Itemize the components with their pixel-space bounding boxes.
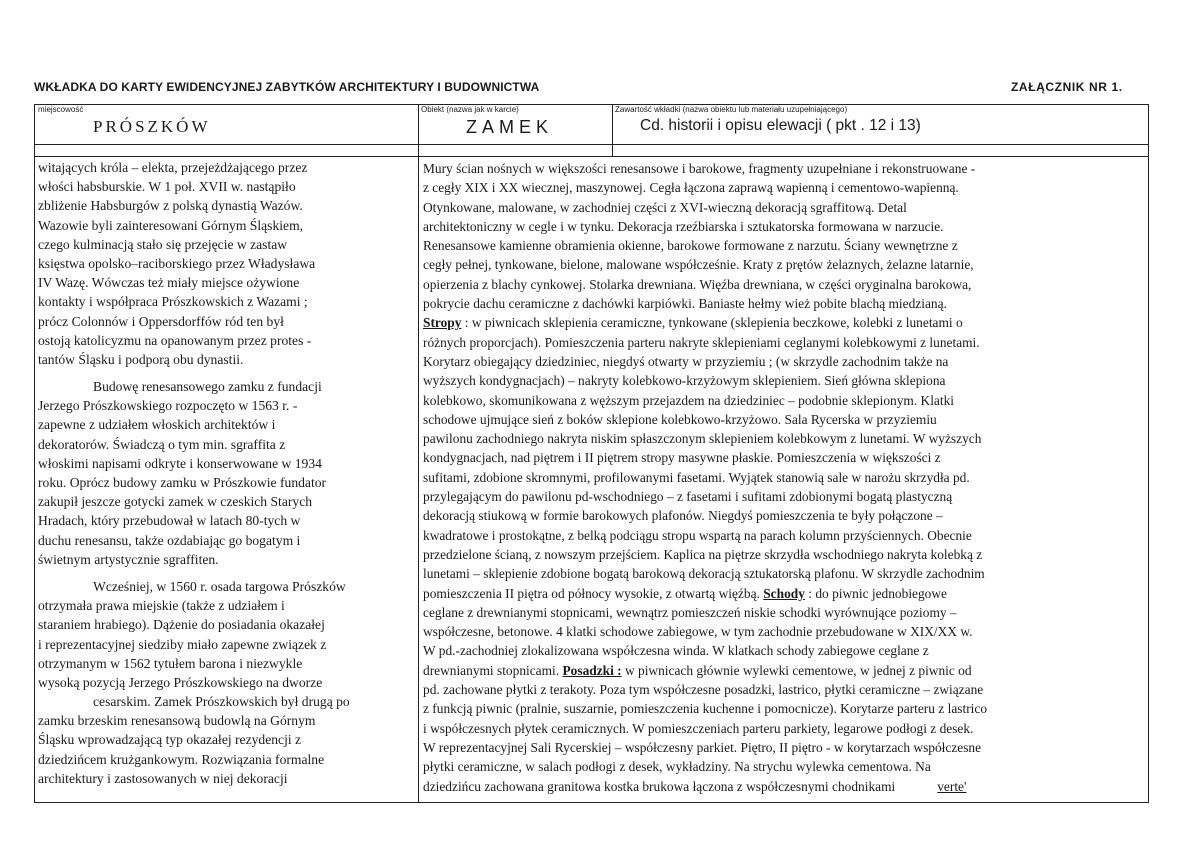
text-line: zapewne z udziałem włoskich architektów i	[38, 417, 276, 433]
text-line	[423, 313, 987, 332]
text-line: włoskimi napisami odkryte i konserwowane w 1934	[38, 455, 322, 471]
text-line: cegły pełnej, tynkowane, bielone, malowane współcześnie. Kraty z prętów żelaznych, żelazne latarnie,	[423, 257, 974, 273]
text-line: Hradach, który przebudował w latach 80-tych w	[38, 513, 301, 529]
text-line: W pd.-zachodniej zlokalizowana współczesna winda. W klatkach schody zabiegowe ceglane z	[423, 643, 929, 659]
text-line: wyższych kondygnacjach) – nakryty kolebkowo-krzyżowym sklepieniem. Sień główna sklepiona	[423, 373, 946, 389]
text-fragment: dziedzińcu zachowana granitowa kostka brukowa łączona z współczesnymi chodnikami	[423, 778, 896, 794]
text-line: pokrycie dachu ceramiczne z dachówki karpiówki. Baniaste hełmy wież pobite blachą miedzianą.	[423, 296, 947, 312]
description-text-column	[423, 159, 987, 796]
text-line: przedzielone ścianą, z nowszym przejściem. Kaplica na piętrze skrzydła wschodniego nakryta kolebką z	[423, 546, 983, 562]
text-line: cesarskim. Zamek Prószkowskich był drugą po	[93, 694, 350, 710]
text-line: dekoracją stiukową w formie barokowych plafonów. Niegdyś pomieszczenia te były połączone –	[423, 508, 943, 524]
text-fragment: : do piwnic jednobiegowe	[804, 585, 947, 601]
object-value: ZAMEK	[466, 117, 554, 137]
text-line: z funkcją piwnic (pralnie, suszarnie, pomieszczenia kuchenne i pomocnicze). Korytarze parteru z lastrico	[423, 701, 988, 717]
text-line: kwadratowe i prostokątne, z belką podciągu stropu wspartą na parach kolumn przyściennych. Obecnie	[423, 527, 972, 543]
text-line: schodowe ujmujące sień z boków sklepione kolebkowo-krzyżowo. Sala Rycerska w przyziemiu	[423, 411, 937, 427]
text-line: tantów Śląsku i podporą obu dynastii.	[38, 351, 244, 367]
text-line: księstwa opolsko–raciborskiego przez Władysława	[38, 255, 316, 271]
text-line: Jerzego Prószkowskiego rozpoczęto w 1563 r. -	[38, 398, 298, 414]
text-line: dziedzińcem krużgankowym. Rozwiązania formalne	[38, 751, 325, 767]
text-line: przylegającym do pawilonu pd-wschodniego – z fasetami i sufitami zdobionymi bogatą plastyczną	[423, 489, 953, 505]
text-line: sufitami, zdobione skromnymi, profilowanymi fasetami. Wyjątek stanowią sale w narożu skrzydła pd.	[423, 469, 970, 485]
column-divider	[418, 104, 419, 803]
text-line: i współczesnych płytek ceramicznych. W pomieszczeniach parteru parkiety, legarowe podłogi z desek.	[423, 720, 974, 736]
text-line: witających króla – elekta, przejeżdżającego przez	[38, 160, 308, 175]
text-line: pd. zachowane płytki z terakoty. Poza tym współczesne posadzki, lastrico, płytki ceramiczne – związane	[423, 682, 984, 698]
text-line: Korytarz obiegający dziedziniec, niegdyś otwarty w przyziemiu ; (w skrzydle zachodnim także na	[423, 353, 949, 369]
text-line: staraniem hrabiego). Dążenie do posiadania okazałej	[38, 617, 325, 633]
verte-note: verte'	[937, 778, 967, 794]
text-line: świetnym artystycznie sgraffiten.	[38, 551, 219, 567]
text-line: włości habsburskie. W 1 poł. XVII w. nastąpiło	[38, 179, 296, 195]
history-text-column	[38, 158, 412, 788]
text-fragment: drewnianymi stopnicami.	[423, 662, 560, 678]
text-line: Mury ścian nośnych w większości renesansowe i barokowe, fragmenty uzupełniane i rekonstruowane -	[423, 161, 976, 176]
text-line: Budowę renesansowego zamku z fundacji	[93, 379, 322, 395]
text-line: architektoniczny w cegle i w tynku. Dekoracja rzeźbiarska i sztukatorska formowana w narzucie.	[423, 218, 944, 234]
text-line: opierzenia z blachy cynkowej. Stolarka drewniana. Więźba drewniana, w części oryginalna barokowa,	[423, 276, 972, 292]
text-line: IV Wazę. Wówczas też miały miejsce ożywione	[38, 275, 300, 291]
text-line: Wazowie byli zainteresowani Górnym Śląskiem,	[38, 217, 304, 233]
text-line: zamku brzeskim renesansową budowlą na Górnym	[38, 713, 316, 729]
text-line: prócz Colonnów i Oppersdorffów ród ten był	[38, 313, 284, 329]
content-caption: Zawartość wkładki (nazwa obiektu lub materiału uzupełniającego)	[615, 105, 848, 114]
place-caption: miejscowość	[38, 105, 84, 114]
text-line: W reprezentacyjnej Sali Rycerskiej – współczesny parkiet. Piętro, II piętro - w korytarzach współczesne	[423, 739, 982, 755]
text-fragment: : w piwnicach sklepienia ceramiczne, tynkowane (sklepienia beczkowe, kolebki z lunetami o	[461, 315, 963, 331]
text-line	[423, 777, 987, 796]
text-line: ostoją katolicyzmu na opanowanym przez protes -	[38, 332, 312, 348]
text-line: Otynkowane, malowane, w zachodniej części z XVI-wieczną dekoracją sgraffitową. Detal	[423, 199, 907, 215]
text-line: duchu renesansu, także ozdabiając go bogatym i	[38, 532, 301, 548]
text-fragment: pomieszczenia II piętra od północy wysokie, z otwartą więźbą.	[423, 585, 760, 601]
text-line: zbliżenie Habsburgów z polską dynastią Wazów.	[38, 198, 303, 214]
text-line: współczesne, betonowe. 4 klatki schodowe zabiegowe, w tym zachodnie przebudowane w XIX/XX w.	[423, 624, 973, 640]
schody-heading: Schody	[763, 585, 805, 601]
text-line: kontakty i współpraca Prószkowskich z Wazami ;	[38, 294, 308, 310]
annex-number: ZAŁĄCZNIK NR 1.	[1011, 80, 1123, 94]
text-line: architektury i zastosowanych w niej dekoracji	[38, 770, 288, 786]
text-line: z cegły XIX i XX wiecznej, maszynowej. Cegła łączona zaprawą wapienną i cementowo-wapienną.	[423, 180, 959, 196]
text-line: kondygnacjach, nad piętrem i II piętrem stropy masywne płaskie. Pomieszczenia w większości z	[423, 450, 941, 466]
text-line: wysoką pozycją Jerzego Prószkowskiego na dworze	[38, 674, 323, 690]
text-line: otrzymała prawa miejskie (także z udziałem i	[38, 598, 285, 614]
text-line: ceglane z drewnianymi stopnicami, wewnątrz pomieszczeń niskie schodki wyrównujące poziomy –	[423, 604, 957, 620]
text-line: roku. Oprócz budowy zamku w Prószkowie fundator	[38, 475, 327, 490]
text-line: Renesansowe kamienne obramienia okienne, barokowe formowane z narzutu. Ściany wewnętrzne z	[423, 238, 958, 254]
header-row-divider	[34, 144, 1149, 145]
text-line: otrzymanym w 1562 tytułem barona i niezwykle	[38, 655, 303, 671]
text-line: płytki ceramiczne, w salach podłogi z desek, wykładziny. Na strychu wylewka cementowa. Na	[423, 759, 931, 775]
posadzki-heading: Posadzki :	[562, 662, 622, 678]
stropy-heading: Stropy	[423, 315, 462, 331]
text-line: lunetami – sklepienie zdobione bogatą barokową dekoracją sztukatorską plafonu. W skrzydle zachodnim	[423, 566, 985, 582]
text-line: i reprezentacyjnej siedziby miało zapewne związek z	[38, 636, 327, 652]
place-value: PRÓSZKÓW	[93, 117, 211, 136]
text-line: kolebkowo, skomunikowana z węższym przejazdem na dziedziniec – podobnie sklepionym. Klatki	[423, 392, 955, 408]
text-line: pawilonu zachodniego nakryta niskim spłaszczonym sklepieniem kolebkowym z lunetami. W wyższych	[423, 431, 982, 447]
text-line	[423, 584, 987, 603]
content-value: Cd. historii i opisu elewacji ( pkt . 12 i 13)	[640, 117, 921, 134]
header-bottom-divider	[34, 156, 1149, 157]
object-caption: Obiekt (nazwa jak w karcie)	[421, 105, 519, 114]
form-title: WKŁADKA DO KARTY EWIDENCYJNEJ ZABYTKÓW ARCHITEKTURY I BUDOWNICTWA	[34, 80, 540, 94]
text-fragment: w piwnicach głównie wylewki cementowe, w jednej z piwnic od	[621, 662, 972, 678]
text-line: dekoratorów. Świadczą o tym min. sgraffita z	[38, 436, 286, 452]
text-line: Śląsku wprowadzającą typ okazałej rezydencji z	[38, 732, 302, 748]
header-cell-divider	[612, 104, 613, 156]
text-line: czego kulminacją stało się przejęcie w zastaw	[38, 236, 288, 252]
text-line: różnych proporcjach). Pomieszczenia parteru nakryte sklepieniami ceglanymi kolebkowymi z lunetami.	[423, 334, 980, 350]
text-line: Wcześniej, w 1560 r. osada targowa Prószków	[93, 578, 346, 594]
text-line: zakupił jeszcze gotycki zamek w czeskich Starych	[38, 494, 313, 510]
text-line	[423, 661, 987, 680]
